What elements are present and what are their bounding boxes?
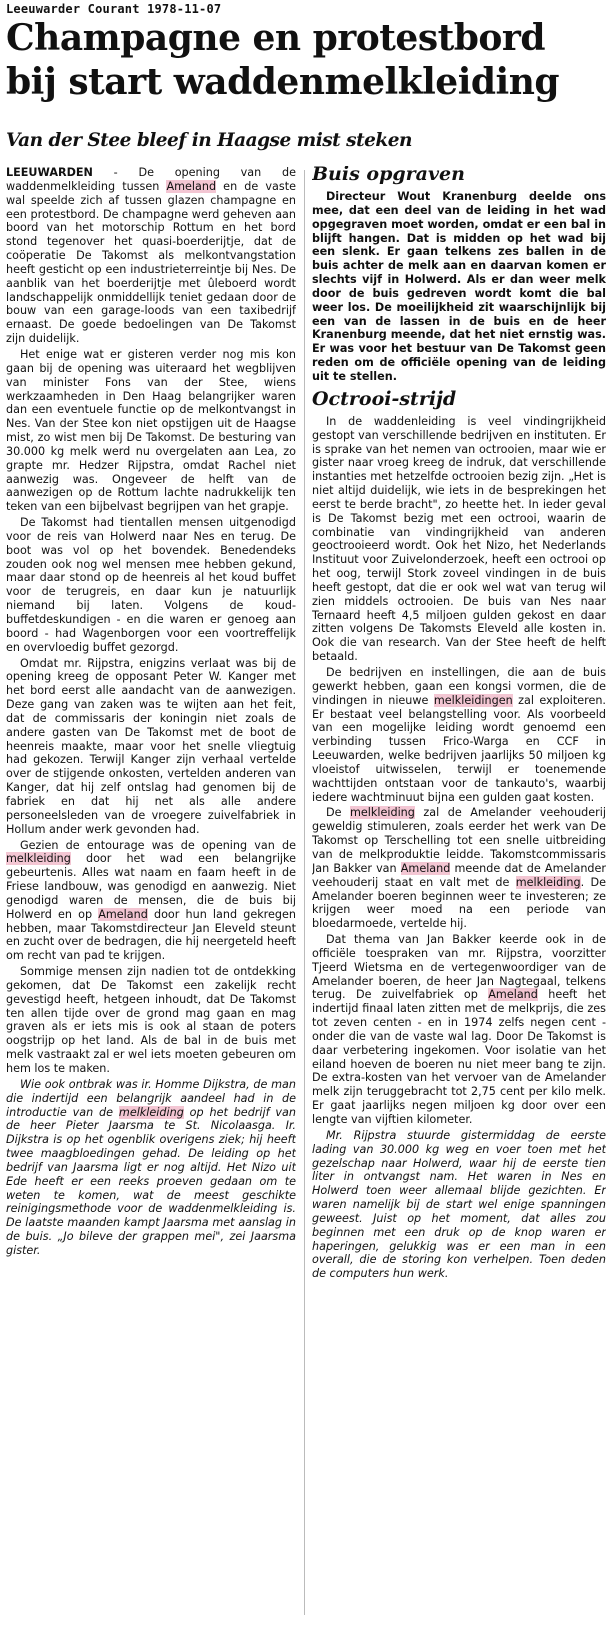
section-heading-octrooi-strijd: Octrooi-strijd	[312, 387, 457, 410]
paragraph: Dat thema van Jan Bakker keerde ook in de officiële toespraken van mr. Rijpstra, voorzitter Tjeerd Wietsma en de vertegenwoordiger van de Amelander boeren, de heer Jan Nagtegaal, telkens terug. De zuivelfabriek op Ameland heeft het indertijd finaal laten zitten met de melkprijs, die zes tot zeven centen - en in 1974 zelfs negen cent - onder die van de vaste wal lag. Door De Takomst is daar verbetering ingekomen. Voor isolatie van het eiland hoeven de boeren nu niet meer bang te zijn. De extra-kosten van het vervoer van de Amelander melk zijn teruggebracht tot 2,75 cent per kilo melk. Er gaat jaarlijks negen miljoen kg door over een lengte van vijftien kilometer.	[312, 933, 606, 1126]
paragraph: Mr. Rijpstra stuurde gistermiddag de eerste lading van 30.000 kg weg en voer toen met het gezelschap naar Holwerd, waar hij de eerste tien liter in ontvangst nam. Het waren in Nes en Holwerd toen weer allemaal blijde gezichten. Er waren namelijk bij de start wel enige spanningen geweest. Juist op het moment, dat alles zou beginnen met een druk op de knop waren er haperingen, gelukkig was er een man in een overall, die de storing kon verhelpen. Toen deden de computers hun werk.	[312, 1128, 606, 1281]
paragraph: Sommige mensen zijn nadien tot de ontdekking gekomen, dat De Takomst een zakelijk recht gevestigd heeft, hetgeen inhoudt, dat De Takomst ten allen tijde over de grond mag gaan en mag graven als er iets mis is ook al staan de poters oogstrijp op het land. Als de bal in de buis met melk vastraakt zal er wel iets moeten gebeuren om hem los te maken.	[6, 965, 296, 1075]
right-column	[312, 166, 606, 1622]
highlighted-term: melkleidingen	[433, 693, 513, 707]
headline-line-2: bij start waddenmelkleiding	[6, 61, 560, 103]
headline-line-1: Champagne en protestbord	[6, 17, 546, 59]
highlighted-term: melkleiding	[515, 875, 581, 889]
paragraph: Het enige wat er gisteren verder nog mis kon gaan bij de opening was uiteraard het wegblijven van minister Fons van der Stee, wiens werkzaamheden in Den Haag belangrijker waren dan een eventuele functie op de melkontvangst in Nes. Van der Stee kon niet opstijgen uit de Haagse mist, zo wist men bij De Takomst. De besturing van 30.000 kg melk werd nu overgelaten aan Lea, zo grapte mr. Hedzer Rijpstra, omdat Rachel niet aanwezig was. Ongeveer de helft van de aanwezigen op de Rottum lachte nadrukkelijk ten teken van een bijbelvast begrijpen van het grapje.	[6, 347, 296, 514]
subheadline: Van der Stee bleef in Haagse mist steken	[6, 130, 412, 151]
dateline: LEEUWARDEN	[6, 166, 93, 179]
headline	[6, 16, 606, 104]
paragraph: In de waddenleiding is veel vindingrijkheid gestopt van verschillende bedrijven en instituten. Er is sprake van het nemen van octrooien, maar wie er gister naar vroeg kreeg de indruk, dat verschillende instanties met hetzelfde octrooien bezig zijn. „Het is niet altijd duidelijk, wie iets in de besprekingen het eerst te berde bracht", zo heette het. In ieder geval is De Takomst bezig met een octrooi, waarin de combinatie van vindingrijkheid van anderen geoctrooieerd wordt. Ook het Nizo, het Nederlands Instituut voor Zuivelonderzoek, heeft een octrooi op het oog, terwijl Stork zoveel vindingen in de buis heeft gestopt, dat die er ook wel wat van terug wil zien middels octrooien. De buis van Nes naar Ternaard heeft 4,5 miljoen gulden gekost en daar zitten volgens De Takomsts Eleveld alle kosten in. Ook die van research. Van der Stee heeft de helft betaald.	[312, 414, 606, 664]
section-heading-buis-opgraven: Buis opgraven	[312, 166, 465, 185]
left-column	[6, 166, 296, 1622]
highlighted-term: melkleiding	[350, 806, 415, 820]
paragraph: Wie ook ontbrak was ir. Homme Dijkstra, de man die indertijd een belangrijk aandeel had in de introductie van de melkleiding op het bedrijf van de heer Pieter Jaarsma te St. Nicolaasga. Ir. Dijkstra is op het ogenblik overigens ziek; hij heeft twee maagbloedingen gehad. De leiding op het bedrijf van Jaarsma ligt er nog altijd. Het Nizo uit Ede heeft er een reeks proeven gedaan om te weten te komen, wat de meest geschikte reinigingsmethode voor de waddenmelkleiding is. De laatste maanden kampt Jaarsma met aanslag in de buis. „Jo bileve der grappen mei", zei Jaarsma gister.	[6, 1077, 296, 1257]
paragraph: De Takomst had tientallen mensen uitgenodigd voor de reis van Holwerd naar Nes en terug. De boot was vol op het bovendek. Benedendeks zouden ook nog wel mensen mee hebben gekund, maar daar stond op de heenreis al het koud buffet voor de terugreis, en daar kun je natuurlijk niemand bij laten. Volgens de koud-buffetdeskundigen - en die waren er genoeg aan boord - had Wagenborgen voor een voortreffelijk en overvloedig buffet gezorgd.	[6, 516, 296, 654]
column-divider	[304, 170, 305, 1615]
highlighted-term: melkleiding	[118, 1105, 184, 1119]
highlighted-term: melkleiding	[6, 852, 71, 866]
highlighted-term: Ameland	[400, 861, 451, 875]
highlighted-term: Ameland	[98, 907, 148, 921]
highlighted-term: Ameland	[488, 988, 538, 1002]
highlighted-term: Ameland	[166, 179, 217, 193]
paragraph: Omdat mr. Rijpstra, enigzins verlaat was bij de opening kreeg de opposant Peter W. Kanger met het bord eerst alle aandacht van de aanwezigen. Deze gang van zaken was te wijten aan het feit, dat de commissaris der koningin niet zoals de andere gasten van De Takomst met de boot de heenreis maakte, maar voor het snelle vliegtuig had gekozen. Terwijl Kanger zijn verhaal vertelde over de stijgende onkosten, vertelden anderen van Kanger, dat hij zelf ontslag had genomen bij de fabriek en dat hij net als alle andere personeelsleden van de vroegere zuivelfabriek in Hollum ander werk gevonden had.	[6, 656, 296, 836]
paragraph: Gezien de entourage was de opening van de melkleiding door het wad een belangrijke gebeurtenis. Alles wat naam en faam heeft in de Friese landbouw, was genodigd en aanwezig. Niet genodigd waren de mensen, die de buis bij Holwerd en op Ameland door hun land gekregen hebben, maar Takomstdirecteur Jan Eleveld steunt en zucht over de bedragen, die hij neergeteld heeft om recht van pad te krijgen.	[6, 838, 296, 963]
newspaper-source-line: Leeuwarder Courant 1978-11-07	[6, 2, 222, 16]
paragraph: De melkleiding zal de Amelander veehouderij geweldig stimuleren, zoals eerder het werk van De Takomst op Terschelling tot een snelle uitbreiding van de melkproduktie leidde. Takomstcommissaris Jan Bakker van Ameland meende dat de Amelander veehouderij staat en valt met de melkleiding. De Amelander boeren beginnen weer te investeren; ze krijgen weer moed na een periode van bloedarmoede, vertelde hij.	[312, 806, 606, 931]
paragraph: Directeur Wout Kranenburg deelde ons mee, dat een deel van de leiding in het wad opgegraven moet worden, omdat er een bal in blijft hangen. Dat is midden op het wad bij een slenk. Er gaan telkens zes ballen in de buis achter de melk aan en daarvan komen er slechts vijf in Holwerd. Als er dan weer melk door de buis gedreven wordt komt die bal weer los. De moeilijkheid zit waarschijnlijk bij een van de lassen in de buis en de heer Kranenburg meende, dat het niet ernstig was. Er was voor het bestuur van De Takomst geen reden om de officiële opening van de leiding uit te stellen.	[312, 190, 606, 383]
paragraph: LEEUWARDEN - De opening van de waddenmelkleiding tussen Ameland en de vaste wal speelde zich af tussen glazen champagne en een protestbord. De champagne werd geheven aan boord van het motorschip Rottum en het bord stond tegenover het quasi-boerderijtje, dat de coöperatie De Takomst als melkontvangstation heeft gesticht op een industrieterreintje bij Nes. De aanblik van het boerderijtje met ûleboerd wordt landschappelijk onmiddellijk teniet gedaan door de bouw van een garage-loods van een taxibedrijf ernaast. De goede bedoelingen van De Takomst zijn duidelijk.	[6, 166, 296, 346]
paragraph: De bedrijven en instellingen, die aan de buis gewerkt hebben, gaan een kongsi vormen, die de vindingen in nieuwe melkleidingen zal exploiteren. Er bestaat veel belangstelling voor. Als voorbeeld van een mogelijke leiding wordt genoemd een verbinding tussen Frico-Warga en CCF in Leeuwarden, welke bedrijven jaarlijks 50 miljoen kg vloeistof uitwisselen, terwijl er toenemende wachttijden ontstaan voor de tankauto's, waarbij iedere wachtminuut bijna een gulden gaat kosten.	[312, 666, 606, 804]
